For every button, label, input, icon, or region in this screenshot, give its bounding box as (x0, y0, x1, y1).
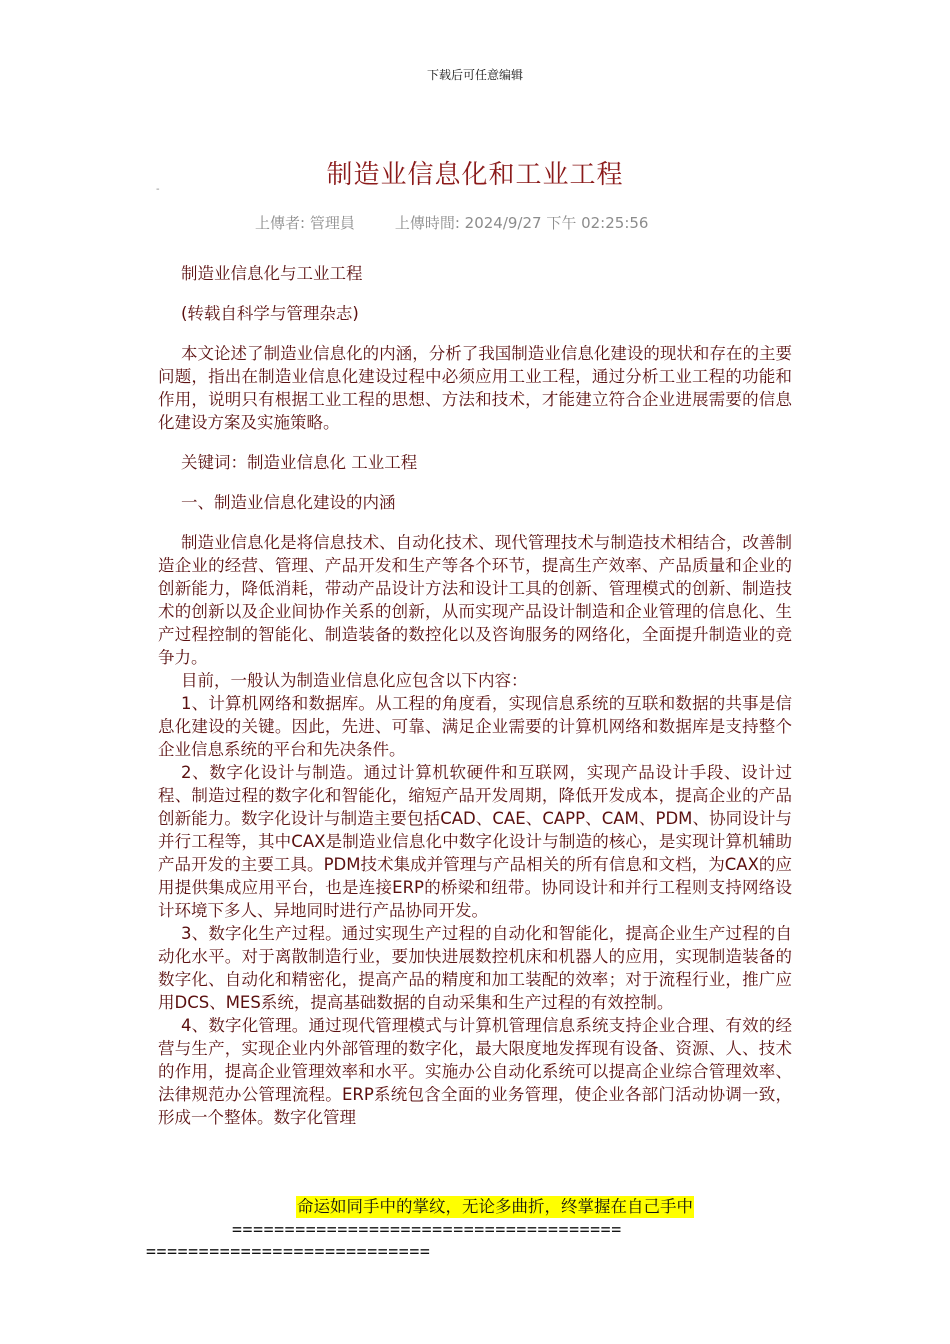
list-item-paragraph: 3、数字化生产过程。通过实现生产过程的自动化和智能化，提高企业生产过程的自动化水平。对于离散制造行业，要加快进展数控机床和机器人的应用，实现制造装备的数字化、自动化和精密化，提高产品的精度和加工装配的效率；对于流程行业，推广应用DCS、MES系统，提高基础数据的自动采集和生产过程的有效控制。 (158, 924, 792, 1012)
source-note-paragraph: (转载自科学与管理杂志) (181, 304, 359, 323)
uploader-label: 上傳者: 管理員 (255, 214, 355, 232)
keywords-paragraph: 关键词：制造业信息化 工业工程 (181, 453, 418, 472)
list-item-paragraph: 2、数字化设计与制造。通过计算机软硬件和互联网，实现产品设计手段、设计过程、制造过程的数字化和智能化，缩短产品开发周期，降低开发成本，提高企业的产品创新能力。数字化设计与制造主要包括CAD、CAE、CAPP、CAM、PDM、协同设计与并行工程等，其中CAX是制造业信息化中数字化设计与制造的核心，是实现计算机辅助产品开发的主要工具。PDM技术集成并管理与产品相关的所有信息和文档，为CAX的应用提供集成应用平台，也是连接ERP的桥梁和纽带。协同设计和并行工程则支持网络设计环境下多人、异地同时进行产品协同开发。 (158, 763, 792, 920)
section-heading: 一、制造业信息化建设的内涵 (181, 493, 396, 512)
list-item-paragraph: 4、数字化管理。通过现代管理模式与计算机管理信息系统支持企业合理、有效的经营与生产，实现企业内外部管理的数字化，最大限度地发挥现有设备、资源、人、技术的作用，提高企业管理效率和水平。实施办公自动化系统可以提高企业综合管理效率、法律规范办公管理流程。ERP系统包含全面的业务管理，使企业各部门活动协调一致，形成一个整体。数字化管理 (158, 1016, 792, 1127)
page-title: 制造业信息化和工业工程 (326, 160, 624, 190)
footer-rule-line: ===================================== (232, 1220, 622, 1239)
upload-meta (255, 212, 648, 233)
upload-time-label: 上傳時間: 2024/9/27 下午 02:25:56 (394, 214, 649, 232)
header-note: 下载后可任意编辑 (426, 68, 523, 82)
footer-rule-line: =========================== (146, 1242, 431, 1261)
subtitle-paragraph: 制造业信息化与工业工程 (181, 264, 363, 283)
footer-quote: 命运如同手中的掌纹，无论多曲折，终掌握在自己手中 (297, 1197, 693, 1216)
body-paragraph: 制造业信息化是将信息技术、自动化技术、现代管理技术与制造技术相结合，改善制造企业的经营、管理、产品开发和生产等各个环节，提高生产效率、产品质量和企业的创新能力，降低消耗，带动产品设计方法和设计工具的创新、管理模式的创新、制造技术的创新以及企业间协作关系的创新，从而实现产品设计制造和企业管理的信息化、生产过程控制的智能化、制造装备的数控化以及咨询服务的网络化，全面提升制造业的竞争力。 (158, 533, 792, 667)
list-item-paragraph: 1、计算机网络和数据库。从工程的角度看，实现信息系统的互联和数据的共事是信息化建设的关键。因此，先进、可靠、满足企业需要的计算机网络和数据库是支持整个企业信息系统的平台和先决条件。 (158, 694, 792, 759)
dash-mark: - (156, 184, 160, 195)
article-body (158, 262, 792, 1129)
body-paragraph: 目前，一般认为制造业信息化应包含以下内容： (181, 671, 528, 690)
abstract-paragraph: 本文论述了制造业信息化的内涵，分析了我国制造业信息化建设的现状和存在的主要问题，指出在制造业信息化建设过程中必须应用工业工程，通过分析工业工程的功能和作用，说明只有根据工业工程的思想、方法和技术，才能建立符合企业进展需要的信息化建设方案及实施策略。 (158, 344, 792, 432)
